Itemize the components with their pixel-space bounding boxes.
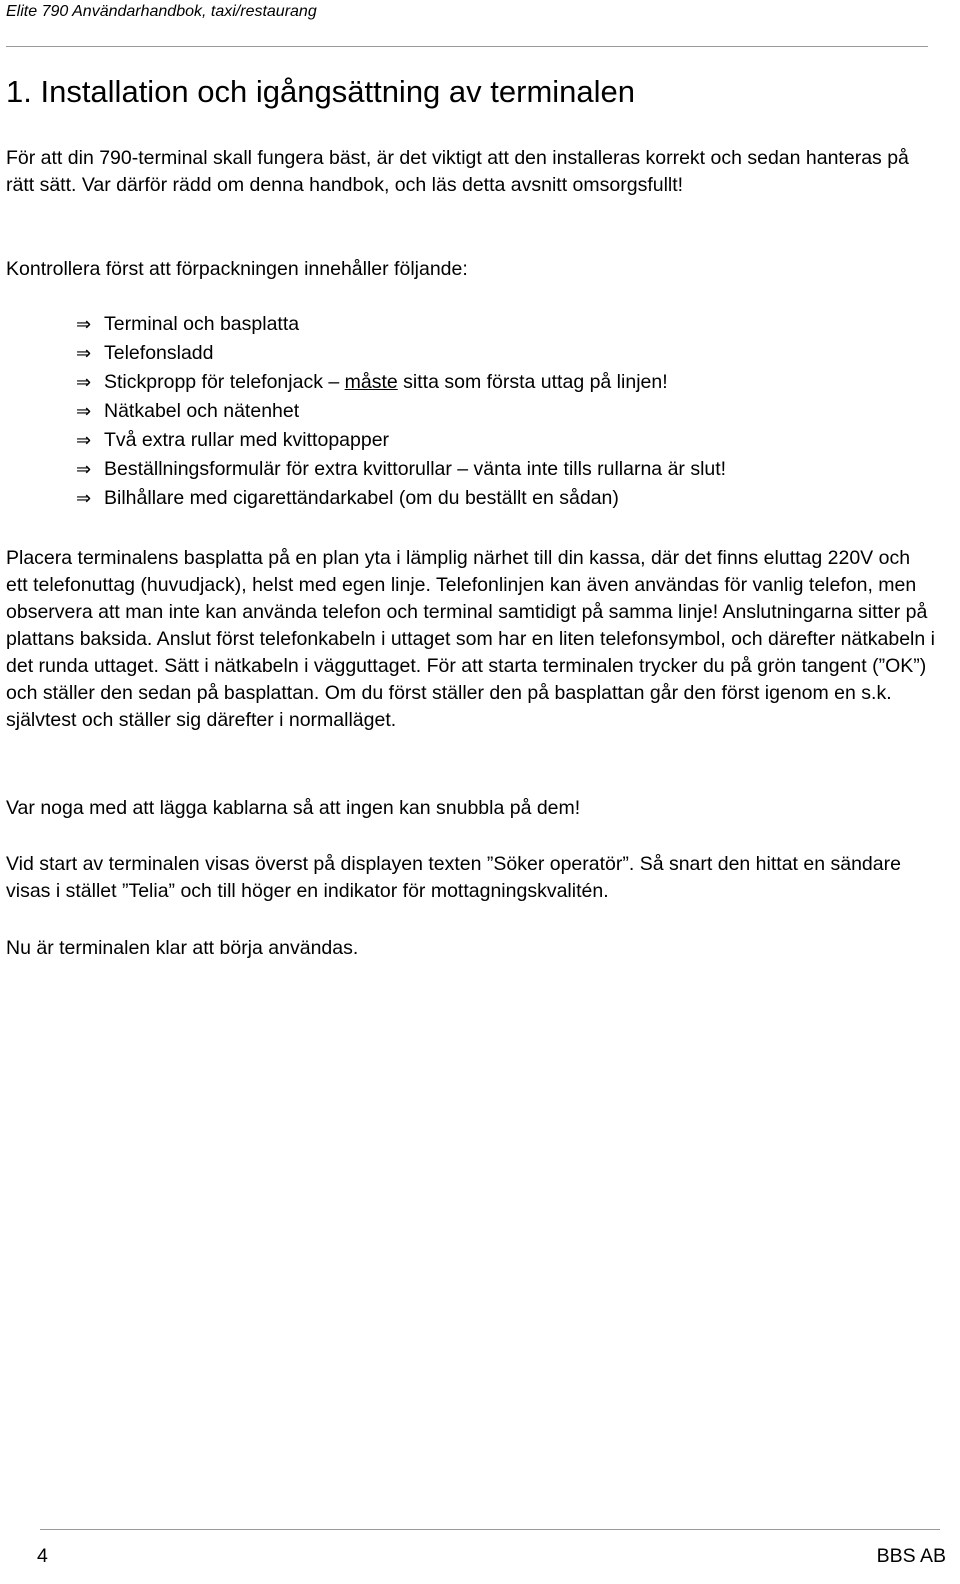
- arrow-icon: ⇒: [76, 314, 92, 335]
- emphasis-must: måste: [344, 371, 398, 393]
- running-header: Elite 790 Användarhandbok, taxi/restaurang: [6, 3, 317, 20]
- checklist-intro: Kontrollera först att förpackningen innehåller följande:: [6, 258, 468, 280]
- header-divider: [6, 46, 928, 47]
- arrow-icon: ⇒: [76, 372, 92, 393]
- list-item: ⇒ Telefonsladd: [76, 339, 946, 368]
- arrow-icon: ⇒: [76, 430, 92, 451]
- intro-paragraph: För att din 790-terminal skall fungera bäst, är det viktigt att den installeras korrekt och sedan hanteras på rätt sätt. Var därför rädd om denna handbok, och läs detta avsnitt omsorgsfullt!: [6, 147, 909, 196]
- list-item: ⇒ Stickpropp för telefonjack – måste sitta som första uttag på linjen!: [76, 368, 946, 397]
- section-heading: 1. Installation och igångsättning av terminalen: [6, 74, 636, 109]
- arrow-icon: ⇒: [76, 401, 92, 422]
- list-item: ⇒ Bilhållare med cigarettändarkabel (om du beställt en sådan): [76, 484, 946, 513]
- company-name: BBS AB: [876, 1545, 946, 1567]
- arrow-icon: ⇒: [76, 488, 92, 509]
- list-item: ⇒ Beställningsformulär för extra kvittorullar – vänta inte tills rullarna är slut!: [76, 455, 946, 484]
- list-item: ⇒ Terminal och basplatta: [76, 310, 946, 339]
- startup-paragraph: Vid start av terminalen visas överst på displayen texten ”Söker operatör”. Så snart den hittat en sändare visas i stället ”Telia” och till höger en indikator för mottagningskvalitén.: [6, 853, 901, 902]
- page-number: 4: [37, 1545, 48, 1567]
- arrow-icon: ⇒: [76, 343, 92, 364]
- warning-paragraph: Var noga med att lägga kablarna så att ingen kan snubbla på dem!: [6, 797, 581, 819]
- ready-paragraph: Nu är terminalen klar att börja användas.: [6, 937, 359, 959]
- list-item: ⇒ Nätkabel och nätenhet: [76, 397, 946, 426]
- arrow-icon: ⇒: [76, 459, 92, 480]
- placement-paragraph: Placera terminalens basplatta på en plan yta i lämplig närhet till din kassa, där det finns eluttag 220V och ett telefonuttag (huvudjack), helst med egen linje. Telefonlinjen kan även användas för vanlig telefon, men observera att man inte kan använda telefon och terminal samtidigt på samma linje! Anslutningarna sitter på plattans baksida. Anslut först telefonkabeln i uttaget som har en liten telefonsymbol, och därefter nätkabeln i det runda uttaget. Sätt i nätkabeln i vägguttaget. För att starta terminalen trycker du på grön tangent (”OK”) och ställer den sedan på basplattan. Om du först ställer den på basplattan går den först igenom en s.k. självtest och ställer sig därefter i normalläget.: [6, 547, 935, 731]
- list-item: ⇒ Två extra rullar med kvittopapper: [76, 426, 946, 455]
- package-contents-list: [76, 310, 946, 513]
- footer-divider: [40, 1529, 940, 1530]
